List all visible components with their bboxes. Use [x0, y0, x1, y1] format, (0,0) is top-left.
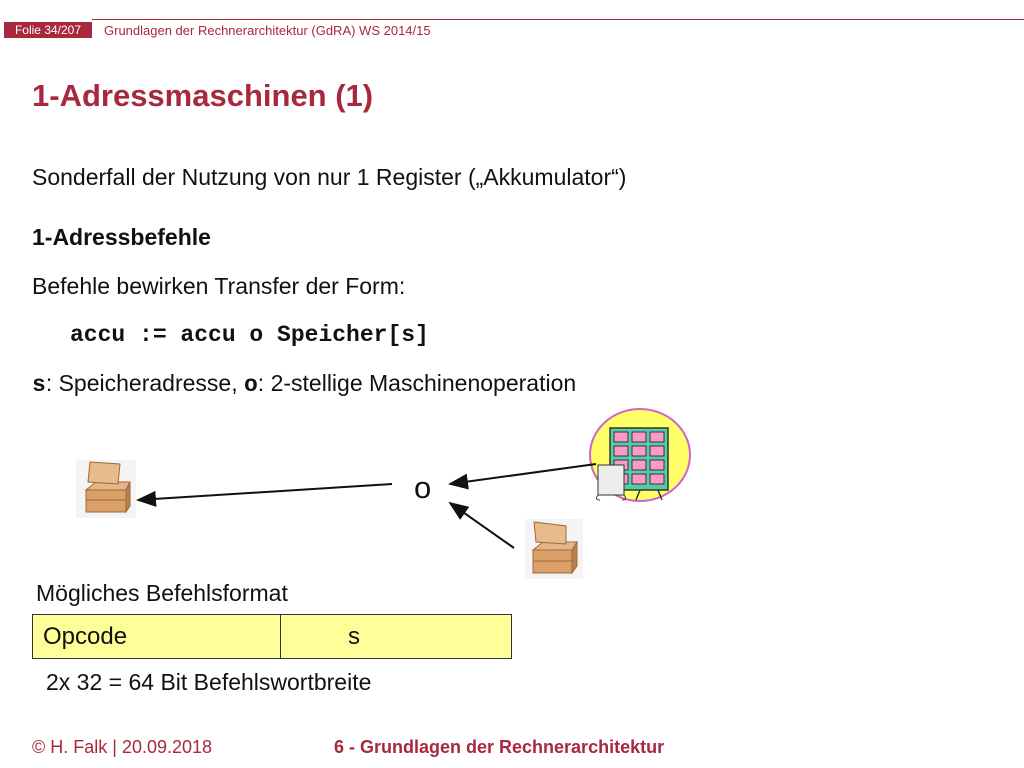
legend-o-text: : 2-stellige Maschinenoperation — [257, 370, 577, 396]
code-line: accu := accu o Speicher[s] — [70, 322, 429, 348]
legend-s-text: : Speicheradresse, — [45, 370, 244, 396]
legend-s-code: s — [32, 372, 46, 398]
footer-chapter: 6 - Grundlagen der Rechnerarchitektur — [334, 737, 665, 757]
footer-author-date: © H. Falk | 20.09.2018 — [32, 737, 213, 757]
opcode-field: Opcode — [33, 615, 281, 658]
wooden-box-icon — [76, 460, 136, 518]
legend-o-code: o — [243, 372, 258, 398]
filing-cabinet-icon — [590, 409, 690, 501]
transfer-text: Befehle bewirken Transfer der Form: — [32, 273, 406, 299]
wooden-box-icon — [525, 519, 583, 579]
operator-symbol: o — [414, 470, 432, 505]
slide-number-badge: Folie 34/207 — [4, 22, 92, 38]
subheading: 1-Adressbefehle — [32, 224, 211, 250]
format-label: Mögliches Befehlsformat — [36, 580, 288, 606]
intro-text: Sonderfall der Nutzung von nur 1 Register („Akkumulator“) — [32, 164, 627, 190]
instruction-format-table — [32, 614, 512, 659]
slide-title: 1-Adressmaschinen (1) — [32, 78, 374, 113]
course-title: Grundlagen der Rechnerarchitektur (GdRA) WS 2014/15 — [104, 23, 431, 38]
address-field: s — [348, 623, 360, 650]
word-width-text: 2x 32 = 64 Bit Befehlswortbreite — [46, 669, 372, 695]
